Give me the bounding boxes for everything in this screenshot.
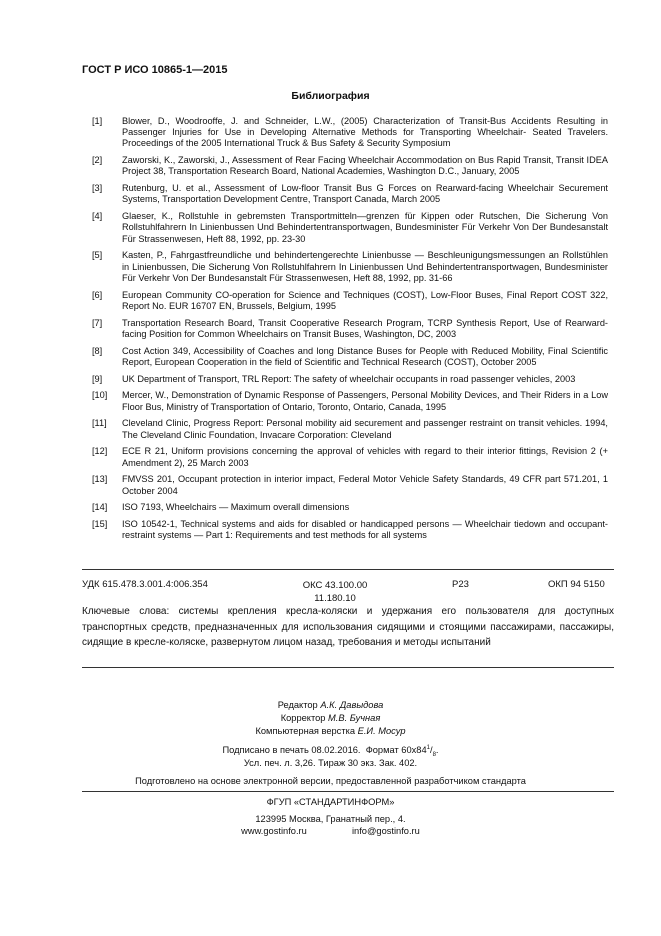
oks-code-line2: 11.180.10	[314, 593, 356, 604]
reference-number: [15]	[92, 519, 108, 530]
layout-label: Компьютерная верстка	[255, 726, 356, 736]
reference-item	[82, 290, 608, 312]
reference-number: [2]	[92, 155, 103, 166]
contact-line	[0, 826, 661, 836]
document-code: ГОСТ Р ИСО 10865-1—2015	[82, 64, 228, 76]
divider-top	[82, 569, 614, 570]
reference-number: [11]	[92, 418, 107, 429]
format-sub: 8	[432, 751, 436, 758]
divider-bottom	[82, 791, 614, 792]
reference-list	[82, 116, 608, 547]
reference-number: [5]	[92, 250, 103, 261]
reference-item	[82, 374, 608, 385]
reference-number: [3]	[92, 183, 103, 194]
oks-code-line1: ОКС 43.100.00	[302, 580, 368, 591]
reference-item	[82, 390, 608, 412]
reference-text: Cost Action 349, Accessibility of Coaches and long Distance Buses for People with Reduced Mobility, Final Scientific Report, European Cooperation in the field of Scientific and Technical Research (COST), October 2005	[122, 345, 608, 367]
email-link[interactable]: info@gostinfo.ru	[351, 826, 420, 836]
prepared-note: Подготовлено на основе электронной версии, предоставленной разработчиком стандарта	[135, 776, 526, 786]
reference-text: Glaeser, K., Rollstuhle in gebremsten Transportmitteln—grenzen für Kippen oder Rutschen, Die Sicherung Von Rollstuhlfahrern In Linienbussen Und Behindertentransportwagen, Bundesminister Für Verkehr Von Der Bundesanstalt Für Strassenwesen, Heft 88, 1992, pp. 23-30	[122, 211, 608, 244]
reference-text: UK Department of Transport, TRL Report: The safety of wheelchair occupants in road passenger vehicles, 2003	[122, 373, 576, 384]
reference-item	[82, 502, 608, 513]
classification-code: Р23	[452, 579, 469, 590]
signed-line: Подписано в печать 08.02.2016. Формат $60х84^1/_8$.	[222, 745, 439, 758]
signed-text: Подписано в печать 08.02.2016.	[222, 745, 361, 756]
reference-number: [7]	[92, 317, 103, 328]
reference-text: Cleveland Clinic, Progress Report: Personal mobility aid securement and passenger restraint on transit vehicles. 1994, The Cleveland Clinic Foundation, Invacare Corporation: Cleveland	[122, 418, 608, 440]
layout-name: Е.И. Мосур	[357, 726, 406, 736]
reference-item	[82, 519, 608, 541]
reference-number: [8]	[92, 345, 103, 356]
bibliography-title: Библиография	[291, 90, 370, 102]
reference-text: ISO 7193, Wheelchairs — Maximum overall dimensions	[122, 502, 350, 513]
reference-text: ISO 10542-1, Technical systems and aids for disabled or handicapped persons — Wheelchair tiedown and occupant-restraint systems — Part 1: Requirements and test methods for all systems	[122, 519, 608, 541]
reference-number: [6]	[92, 289, 103, 300]
keywords: Ключевые слова: системы крепления кресла-коляски и удержания его пользователя для доступных транспортных средств, предназначенных для использования сидящими и стоящими пассажирами, пассажиры, сидящие в кресле-коляске, развернутом лицом назад, требования и методы испытаний	[82, 606, 614, 648]
reference-text: Mercer, W., Demonstration of Dynamic Response of Passengers, Personal Mobility Devices, and Their Riders in a Low Floor Bus, Ministry of Transportation of Ontario, Toronto, Ontario, Canada, 1995	[122, 390, 608, 412]
format-text: Формат 60х84	[365, 745, 427, 756]
reference-number: [4]	[92, 211, 103, 222]
reference-item	[82, 183, 608, 205]
reference-item	[82, 318, 608, 340]
reference-item	[82, 250, 608, 284]
publisher-address: 123995 Москва, Гранатный пер., 4.	[255, 814, 406, 824]
sheets-line: Усл. печ. л. 3,26. Тираж 30 экз. Зак. 402.	[243, 758, 418, 768]
reference-item	[82, 346, 608, 368]
website-link[interactable]: www.gostinfo.ru	[241, 826, 307, 836]
reference-text: Zaworski, K., Zaworski, J., Assessment of Rear Facing Wheelchair Accommodation on Bus Rapid Transit, Transit IDEA Project 38, Transportation Research Board, National Academies, Washington D.C., January, 2005	[122, 155, 608, 177]
reference-text: Kasten, P., Fahrgastfreundliche und behindertengerechte Linienbusse — Beschleunigungsmessungen an Rollstühlen in Linienbussen, Die Sicherung Von Rollstuhlfahrern In Linienbussen Und Behindertentransportwagen, Bundesminister Für Verkehr Von Der Bundesanstalt Für Strassenwesen, Heft 88, 1992, pp. 31-66	[122, 250, 608, 283]
reference-number: [1]	[92, 116, 103, 126]
reference-item	[82, 211, 608, 245]
reference-item	[82, 155, 608, 177]
reference-text: ECE R 21, Uniform provisions concerning the approval of vehicles with regard to their interior fittings, Revision 2 (+ Amendment 2), 25 March 2003	[122, 446, 608, 468]
reference-item	[82, 446, 608, 468]
corrector-line	[0, 713, 661, 723]
reference-number: [10]	[92, 390, 108, 401]
format-sup: 1	[426, 745, 430, 751]
udk-code: УДК 615.478.3.001.4:006.354	[82, 579, 208, 590]
reference-item	[82, 418, 608, 440]
reference-number: [13]	[92, 474, 108, 485]
reference-number: [12]	[92, 446, 108, 457]
reference-text: European Community CO-operation for Science and Techniques (COST), Low-Floor Buses, Final Report COST 322, Report No. EUR 16707 EN, Brussels, Belgium, 1995	[122, 289, 608, 311]
reference-text: Blower, D., Woodrooffe, J. and Schneider, L.W., (2005) Characterization of Transit-Bus Accidents Resulting in Passenger Injuries for Use in Developing Alternative Methods for Transporting Wheelchair- Seated Travelers. Proceedings of the 2005 International Truck & Bus Safety & Security Symposium	[122, 116, 608, 149]
reference-number: [9]	[92, 373, 103, 384]
reference-item	[82, 116, 608, 150]
divider-middle	[82, 667, 614, 668]
reference-text: Transportation Research Board, Transit Cooperative Research Program, TCRP Synthesis Report, Use of Rearward-facing Position for Common Wheelchairs on Transit Buses, Washington, DC, 2003	[122, 317, 608, 339]
oks-code	[295, 579, 375, 605]
publisher-name: ФГУП «СТАНДАРТИНФОРМ»	[266, 797, 395, 807]
editor-line	[0, 700, 661, 710]
okp-code: ОКП 94 5150	[548, 579, 605, 590]
reference-item	[82, 474, 608, 496]
layout-line	[0, 726, 661, 736]
editor-name: А.К. Давыдова	[320, 700, 384, 710]
corrector-label: Корректор	[280, 713, 326, 723]
reference-number: [14]	[92, 502, 108, 513]
reference-text: FMVSS 201, Occupant protection in interior impact, Federal Motor Vehicle Safety Standards, 49 CFR part 571.201, 1 October 2004	[122, 474, 608, 496]
editor-label: Редактор	[277, 700, 318, 710]
corrector-name: М.В. Бучная	[328, 713, 381, 723]
reference-text: Rutenburg, U. et al., Assessment of Low-floor Transit Bus G Forces on Rearward-facing Wheelchair Securement Systems, Transportation Development Centre, Transport Canada, March 2005	[122, 183, 608, 205]
